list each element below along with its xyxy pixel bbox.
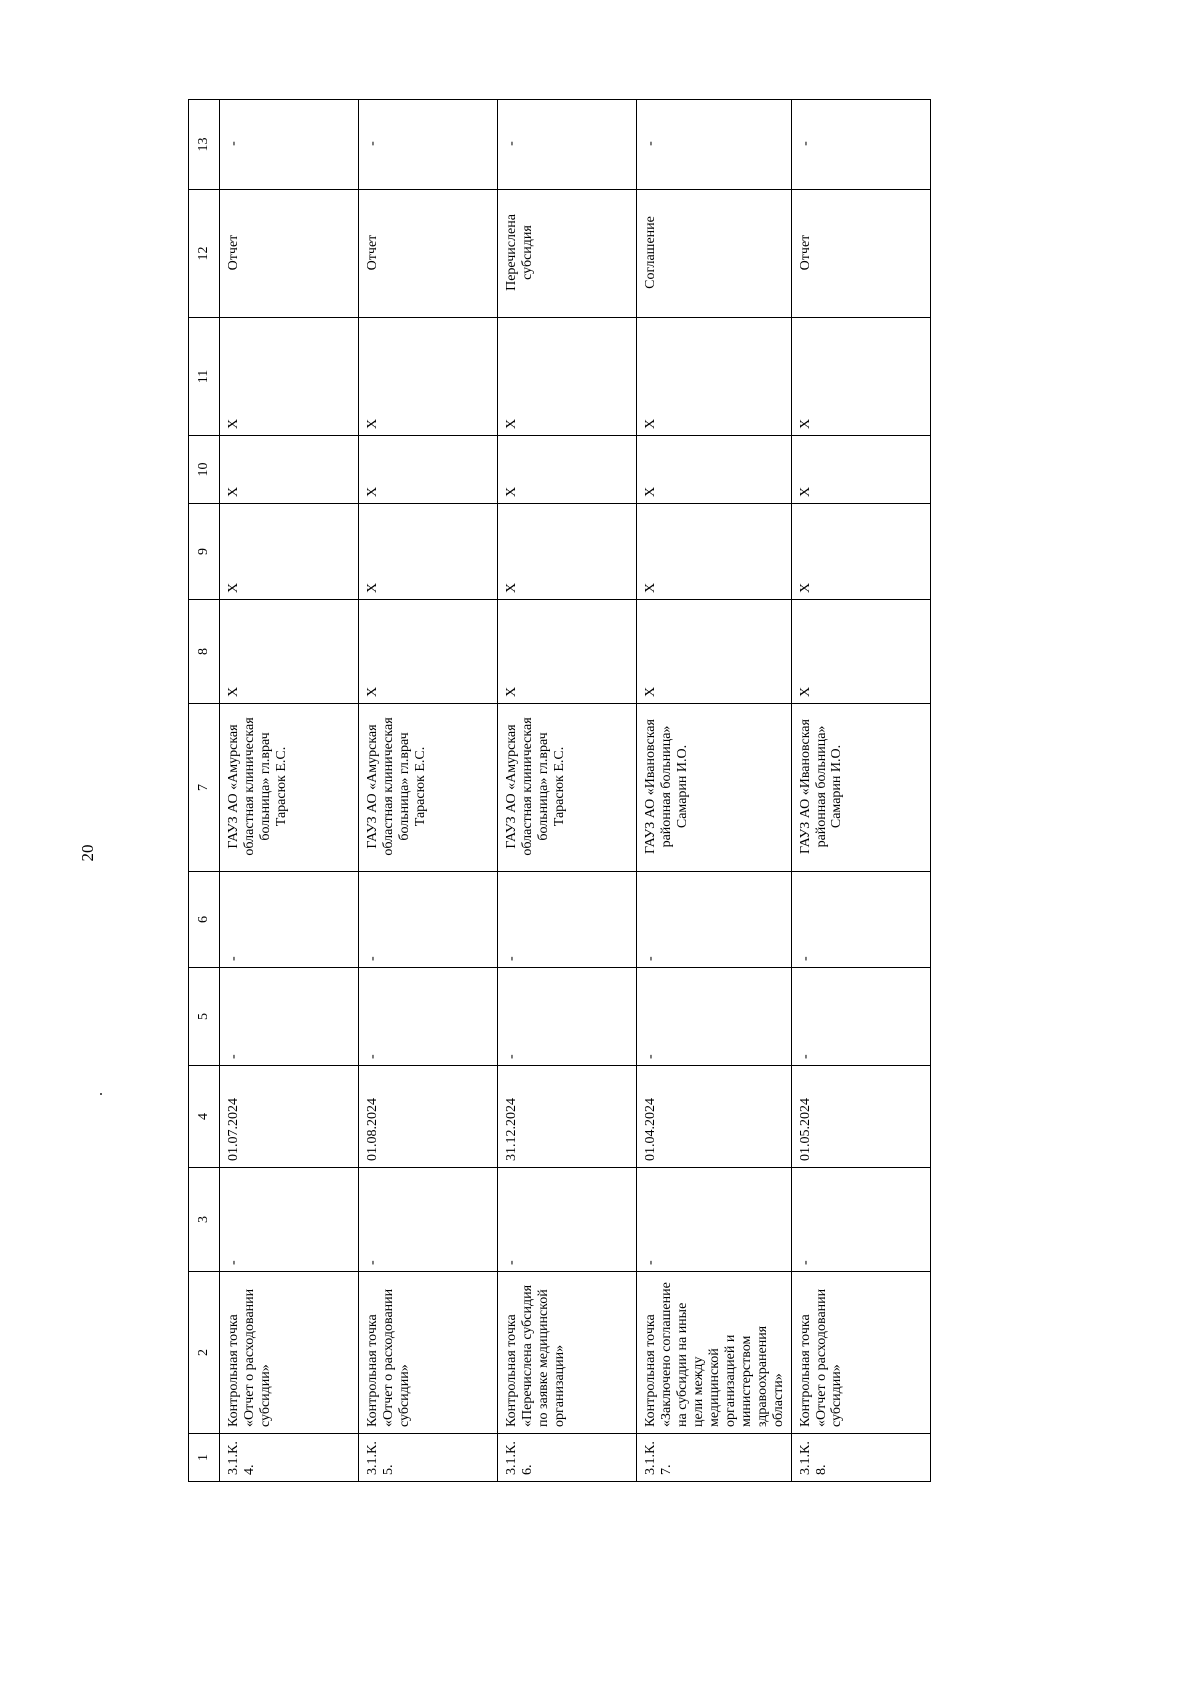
header-cell: 12 xyxy=(189,190,220,318)
control-points-table xyxy=(188,99,931,1482)
cell-col3: - xyxy=(359,1168,498,1272)
cell-col13: - xyxy=(359,100,498,190)
cell-col5: - xyxy=(498,968,637,1066)
page-number: 20 xyxy=(78,844,97,862)
row-number-cell: 3.1.К.7. xyxy=(637,1434,792,1482)
header-row xyxy=(189,100,220,1482)
header-cell: 5 xyxy=(189,968,220,1066)
date-cell: 01.07.2024 xyxy=(220,1066,359,1168)
result-cell: Соглашение xyxy=(637,190,792,318)
control-point-cell: Контрольная точка «Отчет о расходовании субсидии» xyxy=(359,1272,498,1434)
rotated-table-container xyxy=(188,99,931,1482)
control-point-cell: Контрольная точка «Отчет о расходовании субсидии» xyxy=(220,1272,359,1434)
date-cell: 01.08.2024 xyxy=(359,1066,498,1168)
cell-col9: X xyxy=(220,504,359,600)
header-cell: 13 xyxy=(189,100,220,190)
result-cell: Отчет xyxy=(359,190,498,318)
cell-col9: X xyxy=(498,504,637,600)
header-cell: 10 xyxy=(189,436,220,504)
result-cell: Отчет xyxy=(220,190,359,318)
cell-col10: X xyxy=(637,436,792,504)
control-point-cell: Контрольная точка «Перечислена субсидия по заявке медицинской организации» xyxy=(498,1272,637,1434)
cell-col9: X xyxy=(791,504,930,600)
header-cell: 11 xyxy=(189,318,220,436)
responsible-cell: ГАУЗ АО «Амурская областная клиническая больница» гл.врач Тарасюк Е.С. xyxy=(498,704,637,872)
header-cell: 2 xyxy=(189,1272,220,1434)
row-number-cell: 3.1.К.6. xyxy=(498,1434,637,1482)
date-cell: 01.04.2024 xyxy=(637,1066,792,1168)
header-cell: 8 xyxy=(189,600,220,704)
control-point-cell: Контрольная точка «Заключено соглашение на субсидии на иные цели между медицинской организацией и министерством здравоохранения области» xyxy=(637,1272,792,1434)
cell-col9: X xyxy=(637,504,792,600)
cell-col8: X xyxy=(637,600,792,704)
cell-col3: - xyxy=(220,1168,359,1272)
cell-col11: X xyxy=(359,318,498,436)
table-row xyxy=(359,100,498,1482)
cell-col13: - xyxy=(637,100,792,190)
cell-col10: X xyxy=(791,436,930,504)
responsible-cell: ГАУЗ АО «Амурская областная клиническая больница» гл.врач Тарасюк Е.С. xyxy=(220,704,359,872)
cell-col13: - xyxy=(791,100,930,190)
cell-col9: X xyxy=(359,504,498,600)
cell-col6: - xyxy=(359,872,498,968)
table-row xyxy=(637,100,792,1482)
header-cell: 7 xyxy=(189,704,220,872)
cell-col6: - xyxy=(637,872,792,968)
scan-speck xyxy=(100,1093,102,1095)
cell-col10: X xyxy=(498,436,637,504)
result-cell: Перечислена субсидия xyxy=(498,190,637,318)
cell-col3: - xyxy=(791,1168,930,1272)
cell-col8: X xyxy=(498,600,637,704)
date-cell: 01.05.2024 xyxy=(791,1066,930,1168)
header-cell: 4 xyxy=(189,1066,220,1168)
cell-col5: - xyxy=(359,968,498,1066)
header-cell: 9 xyxy=(189,504,220,600)
cell-col8: X xyxy=(791,600,930,704)
table-row xyxy=(791,100,930,1482)
table-row xyxy=(220,100,359,1482)
cell-col13: - xyxy=(220,100,359,190)
responsible-cell: ГАУЗ АО «Ивановская районная больница» Самарин И.О. xyxy=(637,704,792,872)
cell-col11: X xyxy=(637,318,792,436)
cell-col6: - xyxy=(498,872,637,968)
cell-col6: - xyxy=(220,872,359,968)
cell-col11: X xyxy=(498,318,637,436)
date-cell: 31.12.2024 xyxy=(498,1066,637,1168)
cell-col11: X xyxy=(791,318,930,436)
row-number-cell: 3.1.К.4. xyxy=(220,1434,359,1482)
cell-col11: X xyxy=(220,318,359,436)
cell-col10: X xyxy=(359,436,498,504)
responsible-cell: ГАУЗ АО «Амурская областная клиническая больница» гл.врач Тарасюк Е.С. xyxy=(359,704,498,872)
cell-col3: - xyxy=(637,1168,792,1272)
cell-col3: - xyxy=(498,1168,637,1272)
cell-col6: - xyxy=(791,872,930,968)
cell-col5: - xyxy=(637,968,792,1066)
cell-col13: - xyxy=(498,100,637,190)
row-number-cell: 3.1.К.5. xyxy=(359,1434,498,1482)
header-cell: 1 xyxy=(189,1434,220,1482)
result-cell: Отчет xyxy=(791,190,930,318)
row-number-cell: 3.1.К.8. xyxy=(791,1434,930,1482)
responsible-cell: ГАУЗ АО «Ивановская районная больница» Самарин И.О. xyxy=(791,704,930,872)
control-point-cell: Контрольная точка «Отчет о расходовании субсидии» xyxy=(791,1272,930,1434)
cell-col5: - xyxy=(791,968,930,1066)
cell-col10: X xyxy=(220,436,359,504)
table-row xyxy=(498,100,637,1482)
header-cell: 6 xyxy=(189,872,220,968)
cell-col8: X xyxy=(220,600,359,704)
cell-col8: X xyxy=(359,600,498,704)
header-cell: 3 xyxy=(189,1168,220,1272)
cell-col5: - xyxy=(220,968,359,1066)
